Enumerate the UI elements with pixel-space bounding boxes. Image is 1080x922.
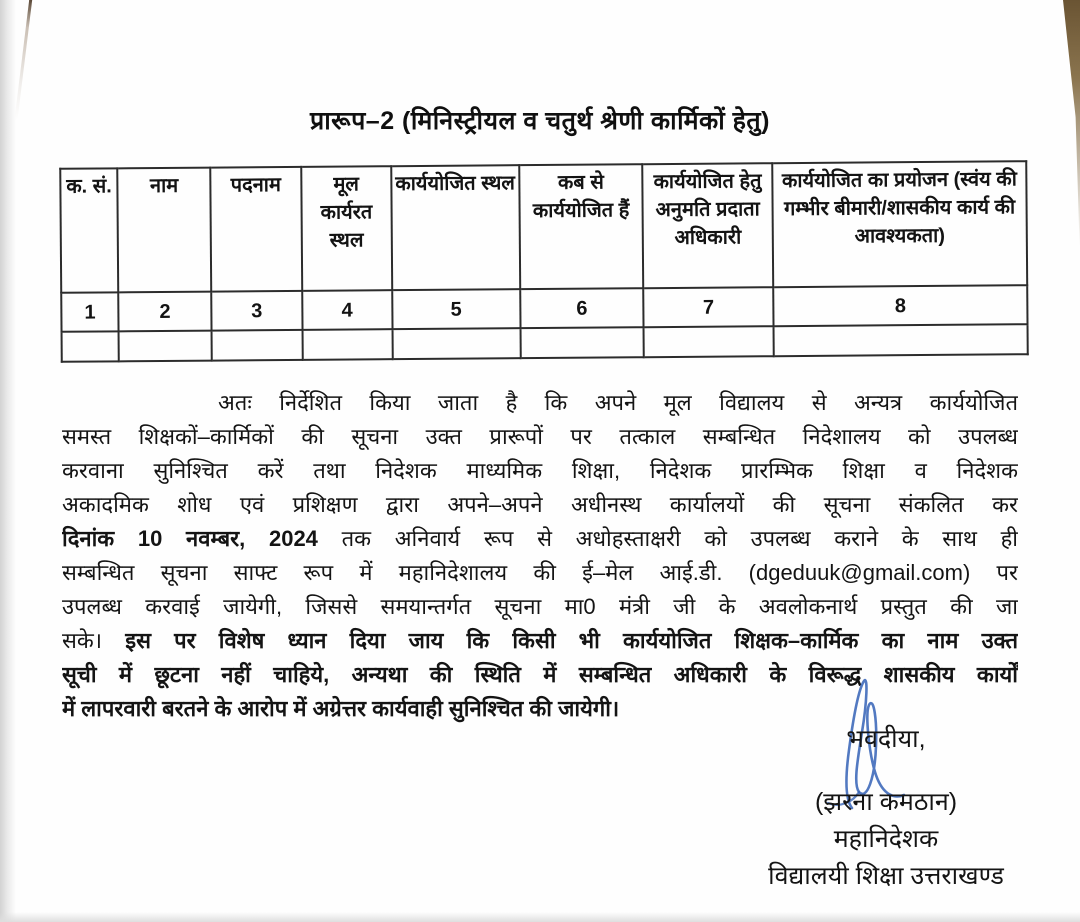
column-number-7: 7 xyxy=(643,287,773,327)
empty-cell xyxy=(62,331,120,361)
column-number-4: 4 xyxy=(302,290,392,330)
signatory-name: (झरना कमठान) xyxy=(814,788,958,816)
deputation-table xyxy=(59,160,1029,363)
empty-cell xyxy=(212,330,303,361)
header-deputed-since: कब से कार्ययोजित हैं xyxy=(519,164,643,289)
empty-cell xyxy=(644,326,774,357)
scan-edge-bottom xyxy=(0,912,1080,922)
closing-salutation: भवदीया, xyxy=(846,725,926,753)
para-line-3: करवाना सुनिश्चित करें तथा निदेशक माध्यमिक शिक्षा, निदेशक प्रारम्भिक शिक्षा व निदेशक xyxy=(62,458,1018,483)
header-permitting-officer: कार्ययोजित हेतु अनुमति प्रदाता अधिकारी xyxy=(642,163,773,288)
column-number-2: 2 xyxy=(119,292,212,332)
column-number-8: 8 xyxy=(773,285,1027,326)
empty-cell xyxy=(302,329,392,360)
empty-cell xyxy=(520,327,644,358)
para-line-5-rest: तक अनिवार्य रूप से अधोहस्ताक्षरी को उपलब्ध कराने के साथ ही xyxy=(341,526,1018,551)
empty-cell xyxy=(774,324,1028,356)
column-number-5: 5 xyxy=(392,289,520,329)
signature-block xyxy=(718,722,1054,895)
empty-cell xyxy=(119,331,212,362)
empty-cell xyxy=(392,328,520,359)
para-line-10: में लापरवारी बरतने के आरोप में अग्रेत्तर कार्यवाही सुनिश्चित की जायेगी। xyxy=(62,696,620,721)
empty-data-row xyxy=(62,324,1028,362)
deadline-date-text: दिनांक 10 नवम्बर, 2024 xyxy=(62,526,318,551)
para-line-1: अतः निर्देशित किया जाता है कि अपने मूल विद्यालय से अन्यत्र कार्ययोजित xyxy=(218,390,1018,415)
table-header-row xyxy=(60,161,1027,293)
para-line-9: सूची में छूटना नहीं चाहिये, अन्यथा की स्थिति में सम्बन्धित अधिकारी के विरूद्ध शासकीय कार्यों xyxy=(62,662,1018,687)
para-line-8 xyxy=(62,624,1018,658)
signatory-organization: विद्यालयी शिक्षा उत्तराखण्ड xyxy=(768,862,1004,890)
column-number-1: 1 xyxy=(61,292,119,331)
column-number-6: 6 xyxy=(520,288,644,328)
para-line-5 xyxy=(62,522,1018,556)
scan-edge-left xyxy=(0,0,16,922)
para-line-7: उपलब्ध करवाई जायेगी, जिससे समयान्तर्गत सूचना मा0 मंत्री जी के अवलोकनार्थ प्रस्तुत की जा xyxy=(62,594,1018,619)
body-paragraph xyxy=(62,386,1018,726)
para-line-6: सम्बन्धित सूचना साफ्ट रूप में महानिदेशालय की ई–मेल आई.डी. (dgeduuk@gmail.com) पर xyxy=(62,560,1018,585)
header-original-workplace: मूल कार्यरत स्थल xyxy=(301,166,392,291)
column-number-3: 3 xyxy=(211,291,302,331)
para-line-2: समस्त शिक्षकों–कार्मिकों की सूचना उक्त प्रारूपों पर तत्काल सम्बन्धित निदेशालय को उपलब्ध xyxy=(62,424,1018,449)
header-name: नाम xyxy=(118,168,212,293)
para-line-8-pre: सके। xyxy=(62,628,103,653)
signatory-designation: महानिदेशक xyxy=(833,825,939,853)
header-serial-number: क. सं. xyxy=(60,168,118,292)
header-deputed-place: कार्ययोजित स्थल xyxy=(391,165,520,290)
header-designation: पदनाम xyxy=(210,167,302,292)
para-line-4: अकादमिक शोध एवं प्रशिक्षण द्वारा अपने–अपने अधीनस्थ कार्यालयों की सूचना संकलित कर xyxy=(62,492,1018,517)
header-purpose: कार्ययोजित का प्रयोजन (स्वंय की गम्भीर बीमारी/शासकीय कार्य की आवश्यकता) xyxy=(772,161,1027,287)
para-line-8-emphasis: इस पर विशेष ध्यान दिया जाय कि किसी भी कार्ययोजित शिक्षक–कार्मिक का नाम उक्त xyxy=(125,628,1018,653)
page-title: प्रारूप–2 (मिनिस्ट्रीयल व चतुर्थ श्रेणी कार्मिकों हेतु) xyxy=(309,107,771,135)
